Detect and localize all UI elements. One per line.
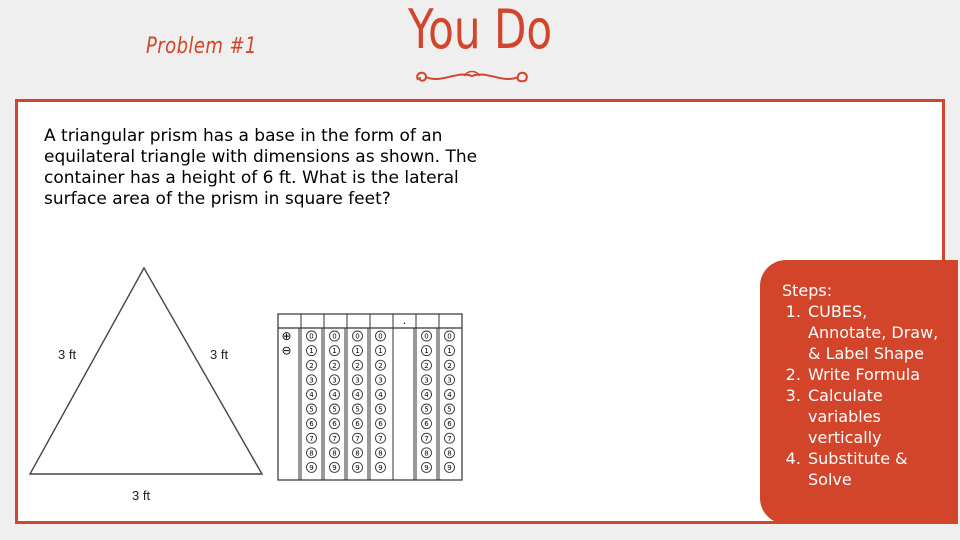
digit-label: 6 [378, 420, 383, 429]
step-item-substitute: 4. Substitute & Solve [806, 448, 948, 490]
digit-label: 3 [332, 376, 337, 385]
digit-label: 7 [309, 434, 314, 443]
digit-label: 8 [332, 449, 337, 458]
digit-label: 2 [447, 361, 452, 370]
digit-label: 9 [424, 464, 429, 472]
digit-label: 8 [309, 449, 314, 458]
digit-label: 6 [447, 420, 452, 429]
digit-label: 9 [309, 464, 314, 472]
base-side-label: 3 ft [132, 488, 151, 503]
left-side-label: 3 ft [58, 347, 77, 362]
digit-label: 8 [424, 449, 429, 458]
digit-label: 9 [332, 464, 337, 472]
digit-label: 5 [309, 405, 314, 414]
plus-sign-bubble: ⊕ [281, 329, 292, 343]
step-item-calculate: 3. Calculate variables vertically [806, 385, 948, 448]
digit-label: 7 [332, 434, 337, 443]
digit-label: 8 [355, 449, 360, 458]
minus-sign-bubble: ⊖ [281, 343, 292, 358]
digit-label: 2 [378, 361, 383, 370]
step-item-formula: 2. Write Formula [806, 364, 948, 385]
digit-label: 0 [447, 332, 452, 341]
digit-label: 9 [378, 464, 383, 472]
slide-title: You Do [408, 0, 553, 61]
digit-label: 9 [355, 464, 360, 472]
question-text: A triangular prism has a base in the form of an equilateral triangle with dimensions as shown. The container has a height of 6 ft. What is the lateral surface area of the prism in square feet? [44, 126, 478, 209]
digit-label: 4 [355, 391, 360, 399]
digit-label: 2 [424, 361, 429, 370]
digit-label: 4 [309, 391, 314, 399]
digit-label: 6 [424, 420, 429, 429]
digit-label: 7 [447, 434, 452, 443]
digit-label: 4 [378, 391, 383, 399]
digit-label: 7 [378, 434, 383, 443]
digit-label: 4 [424, 391, 429, 399]
digit-label: 5 [332, 405, 337, 414]
digit-label: 1 [424, 347, 429, 356]
digit-label: 3 [309, 376, 314, 385]
digit-label: 5 [355, 405, 360, 414]
steps-heading: Steps: [782, 281, 833, 300]
digit-label: 5 [424, 405, 429, 414]
digit-label: 5 [378, 405, 383, 414]
digit-label: 2 [332, 361, 337, 370]
digit-label: 8 [378, 449, 383, 458]
digit-label: 6 [309, 420, 314, 429]
problem-label: Problem #1 [146, 34, 257, 59]
steps-panel [760, 260, 958, 524]
digit-label: 5 [447, 405, 452, 414]
problem-card [15, 99, 945, 524]
digit-label: 8 [447, 449, 452, 458]
digit-label: 2 [309, 361, 314, 370]
digit-label: 0 [332, 332, 337, 341]
digit-label: 3 [424, 376, 429, 385]
title-flourish [412, 66, 532, 88]
digit-label: 3 [447, 376, 452, 385]
digit-label: 0 [378, 332, 383, 341]
digit-label: 1 [447, 347, 452, 356]
digit-label: 1 [355, 347, 360, 356]
digit-label: 7 [355, 434, 360, 443]
digit-label: 1 [332, 347, 337, 356]
digit-label: 4 [332, 391, 337, 399]
digit-label: 4 [447, 391, 452, 399]
digit-label: 0 [424, 332, 429, 341]
digit-label: 2 [355, 361, 360, 370]
digit-label: 0 [355, 332, 360, 341]
right-side-label: 3 ft [210, 347, 229, 362]
equilateral-triangle-figure [24, 260, 274, 510]
digit-label: 3 [355, 376, 360, 385]
digit-label: 7 [424, 434, 429, 443]
digit-label: 1 [309, 347, 314, 356]
gridded-answer-box [276, 312, 468, 488]
digit-label: 9 [447, 464, 452, 472]
digit-label: 0 [309, 332, 314, 341]
digit-label: 6 [332, 420, 337, 429]
digit-label: 6 [355, 420, 360, 429]
steps-list [782, 301, 948, 490]
decimal-point: . [402, 314, 407, 327]
step-item-cubes: 1. CUBES, Annotate, Draw, & Label Shape [806, 301, 948, 364]
digit-label: 3 [378, 376, 383, 385]
digit-label: 1 [378, 347, 383, 356]
